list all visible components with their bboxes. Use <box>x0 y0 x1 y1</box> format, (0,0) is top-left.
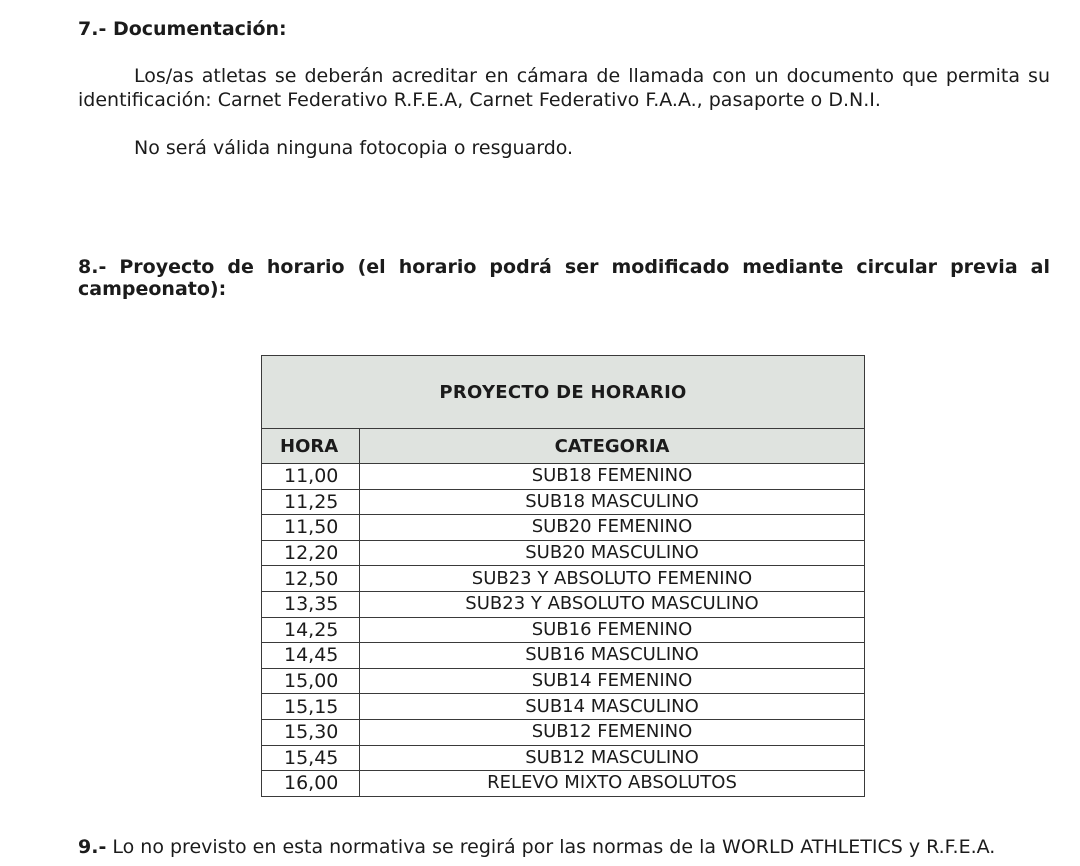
section-9-paragraph <box>78 835 995 859</box>
column-header-categoria: CATEGORIA <box>360 429 865 464</box>
cell-categoria: SUB16 MASCULINO <box>360 643 865 669</box>
table-row <box>262 515 865 541</box>
cell-hora: 14,25 <box>262 617 360 643</box>
cell-hora: 15,30 <box>262 719 360 745</box>
cell-categoria: SUB23 Y ABSOLUTO MASCULINO <box>360 591 865 617</box>
cell-hora: 12,20 <box>262 540 360 566</box>
table-row <box>262 566 865 592</box>
column-header-hora: HORA <box>262 429 360 464</box>
table-row <box>262 489 865 515</box>
cell-hora: 15,15 <box>262 694 360 720</box>
cell-categoria: SUB20 FEMENINO <box>360 515 865 541</box>
section-7-paragraph-identification: Los/as atletas se deberán acreditar en cámara de llamada con un documento que permita su identificación: Carnet Federativo R.F.E.A, Carnet Federativo F.A.A., pasaporte o D.N.I. <box>78 65 1050 111</box>
cell-hora: 11,50 <box>262 515 360 541</box>
cell-categoria: SUB18 MASCULINO <box>360 489 865 515</box>
table-row <box>262 643 865 669</box>
cell-categoria: SUB14 FEMENINO <box>360 668 865 694</box>
cell-hora: 16,00 <box>262 771 360 797</box>
cell-categoria: SUB12 MASCULINO <box>360 745 865 771</box>
cell-hora: 15,00 <box>262 668 360 694</box>
table-row <box>262 540 865 566</box>
table-row <box>262 617 865 643</box>
cell-hora: 12,50 <box>262 566 360 592</box>
cell-categoria: SUB18 FEMENINO <box>360 464 865 490</box>
table-row <box>262 771 865 797</box>
table-row <box>262 591 865 617</box>
cell-hora: 11,00 <box>262 464 360 490</box>
cell-categoria: RELEVO MIXTO ABSOLUTOS <box>360 771 865 797</box>
cell-categoria: SUB23 Y ABSOLUTO FEMENINO <box>360 566 865 592</box>
cell-hora: 15,45 <box>262 745 360 771</box>
section-9-number: 9.- <box>78 836 107 858</box>
section-9-text: Lo no previsto en esta normativa se regirá por las normas de la WORLD ATHLETICS y R.F.E.A. <box>112 836 996 858</box>
cell-hora: 13,35 <box>262 591 360 617</box>
cell-hora: 11,25 <box>262 489 360 515</box>
table-row <box>262 668 865 694</box>
cell-categoria: SUB20 MASCULINO <box>360 540 865 566</box>
schedule-table <box>261 355 865 797</box>
table-row <box>262 464 865 490</box>
cell-categoria: SUB16 FEMENINO <box>360 617 865 643</box>
cell-categoria: SUB12 FEMENINO <box>360 719 865 745</box>
section-8-title: 8.- Proyecto de horario (el horario podrá ser modificado mediante circular previa al campeonato): <box>78 256 1050 300</box>
table-row <box>262 719 865 745</box>
cell-hora: 14,45 <box>262 643 360 669</box>
table-row <box>262 694 865 720</box>
schedule-table-title: PROYECTO DE HORARIO <box>262 356 865 429</box>
section-7-paragraph-photocopy: No será válida ninguna fotocopia o resguardo. <box>134 137 574 159</box>
cell-categoria: SUB14 MASCULINO <box>360 694 865 720</box>
section-7-title: 7.- Documentación: <box>78 18 287 40</box>
table-row <box>262 745 865 771</box>
